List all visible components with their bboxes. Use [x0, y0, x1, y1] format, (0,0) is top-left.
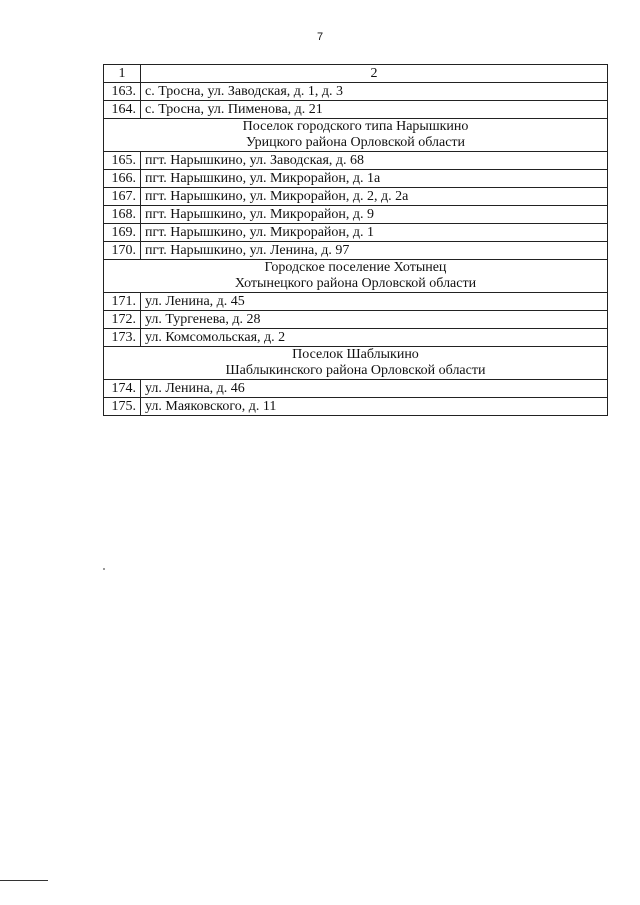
- page-number: 7: [316, 31, 324, 43]
- header-col-1: 1: [104, 65, 141, 83]
- section-heading-row: [104, 260, 608, 293]
- row-address: ул. Маяковского, д. 11: [141, 398, 608, 416]
- row-address: пгт. Нарышкино, ул. Микрорайон, д. 1: [141, 224, 608, 242]
- section-heading-line-2: Хотынецкого района Орловской области: [234, 276, 477, 291]
- row-address: с. Тросна, ул. Заводская, д. 1, д. 3: [141, 83, 608, 101]
- table-row: [104, 206, 608, 224]
- row-number: 173.: [104, 329, 141, 347]
- table-header-row: [104, 65, 608, 83]
- row-number: 164.: [104, 101, 141, 119]
- table-row: [104, 170, 608, 188]
- row-address: ул. Ленина, д. 46: [141, 380, 608, 398]
- section-heading-row: [104, 119, 608, 152]
- table-row: [104, 83, 608, 101]
- row-number: 165.: [104, 152, 141, 170]
- address-table: [103, 64, 608, 416]
- section-heading: [104, 347, 608, 380]
- row-number: 169.: [104, 224, 141, 242]
- row-address: ул. Комсомольская, д. 2: [141, 329, 608, 347]
- address-table-body: [104, 65, 608, 416]
- row-address: с. Тросна, ул. Пименова, д. 21: [141, 101, 608, 119]
- section-heading-line-1: Городское поселение Хотынец: [264, 260, 447, 275]
- section-heading-row: [104, 347, 608, 380]
- header-col-2: 2: [141, 65, 608, 83]
- footnote-separator-line: [0, 880, 48, 881]
- row-address: пгт. Нарышкино, ул. Микрорайон, д. 9: [141, 206, 608, 224]
- table-row: [104, 224, 608, 242]
- table-row: [104, 188, 608, 206]
- table-row: [104, 311, 608, 329]
- table-row: [104, 101, 608, 119]
- row-address: пгт. Нарышкино, ул. Ленина, д. 97: [141, 242, 608, 260]
- row-number: 170.: [104, 242, 141, 260]
- section-heading-line-1: Поселок Шаблыкино: [292, 347, 419, 362]
- row-number: 172.: [104, 311, 141, 329]
- section-heading: [104, 260, 608, 293]
- row-address: ул. Тургенева, д. 28: [141, 311, 608, 329]
- row-number: 174.: [104, 380, 141, 398]
- section-heading: [104, 119, 608, 152]
- table-row: [104, 242, 608, 260]
- row-address: пгт. Нарышкино, ул. Микрорайон, д. 1а: [141, 170, 608, 188]
- row-number: 175.: [104, 398, 141, 416]
- section-heading-line-2: Шаблыкинского района Орловской области: [225, 363, 486, 378]
- row-address: пгт. Нарышкино, ул. Заводская, д. 68: [141, 152, 608, 170]
- table-row: [104, 329, 608, 347]
- row-number: 167.: [104, 188, 141, 206]
- row-address: пгт. Нарышкино, ул. Микрорайон, д. 2, д. 2а: [141, 188, 608, 206]
- row-number: 166.: [104, 170, 141, 188]
- table-row: [104, 380, 608, 398]
- table-row: [104, 398, 608, 416]
- table-row: [104, 152, 608, 170]
- scan-speck: [103, 568, 105, 570]
- row-number: 163.: [104, 83, 141, 101]
- row-address: ул. Ленина, д. 45: [141, 293, 608, 311]
- section-heading-line-1: Поселок городского типа Нарышкино: [242, 119, 469, 134]
- table-row: [104, 293, 608, 311]
- section-heading-line-2: Урицкого района Орловской области: [245, 135, 466, 150]
- row-number: 171.: [104, 293, 141, 311]
- row-number: 168.: [104, 206, 141, 224]
